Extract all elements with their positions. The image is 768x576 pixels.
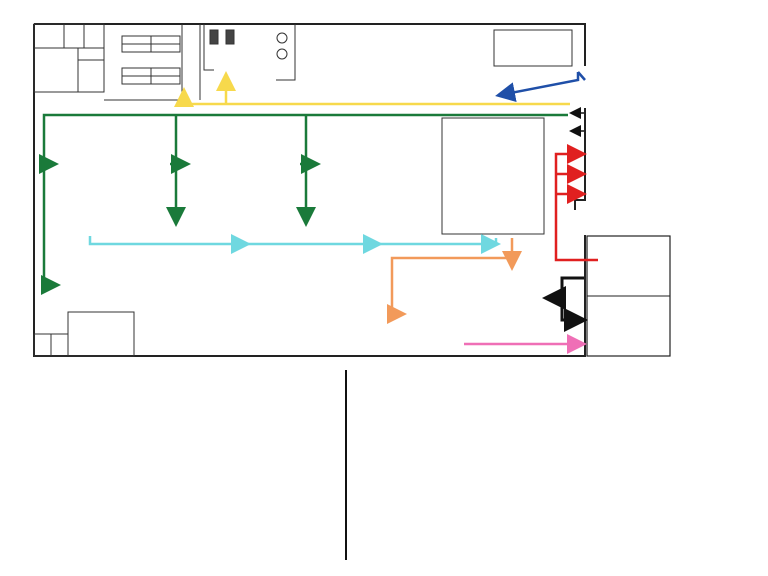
building-walls <box>34 24 670 356</box>
control-ingreso-room <box>494 30 572 66</box>
almacen-insumos <box>104 24 200 100</box>
comedor-block <box>34 312 134 356</box>
area-produccion-room <box>442 118 544 234</box>
flow-arrows <box>44 72 598 344</box>
offices-block <box>34 24 104 92</box>
almacen-flejes <box>204 24 295 80</box>
